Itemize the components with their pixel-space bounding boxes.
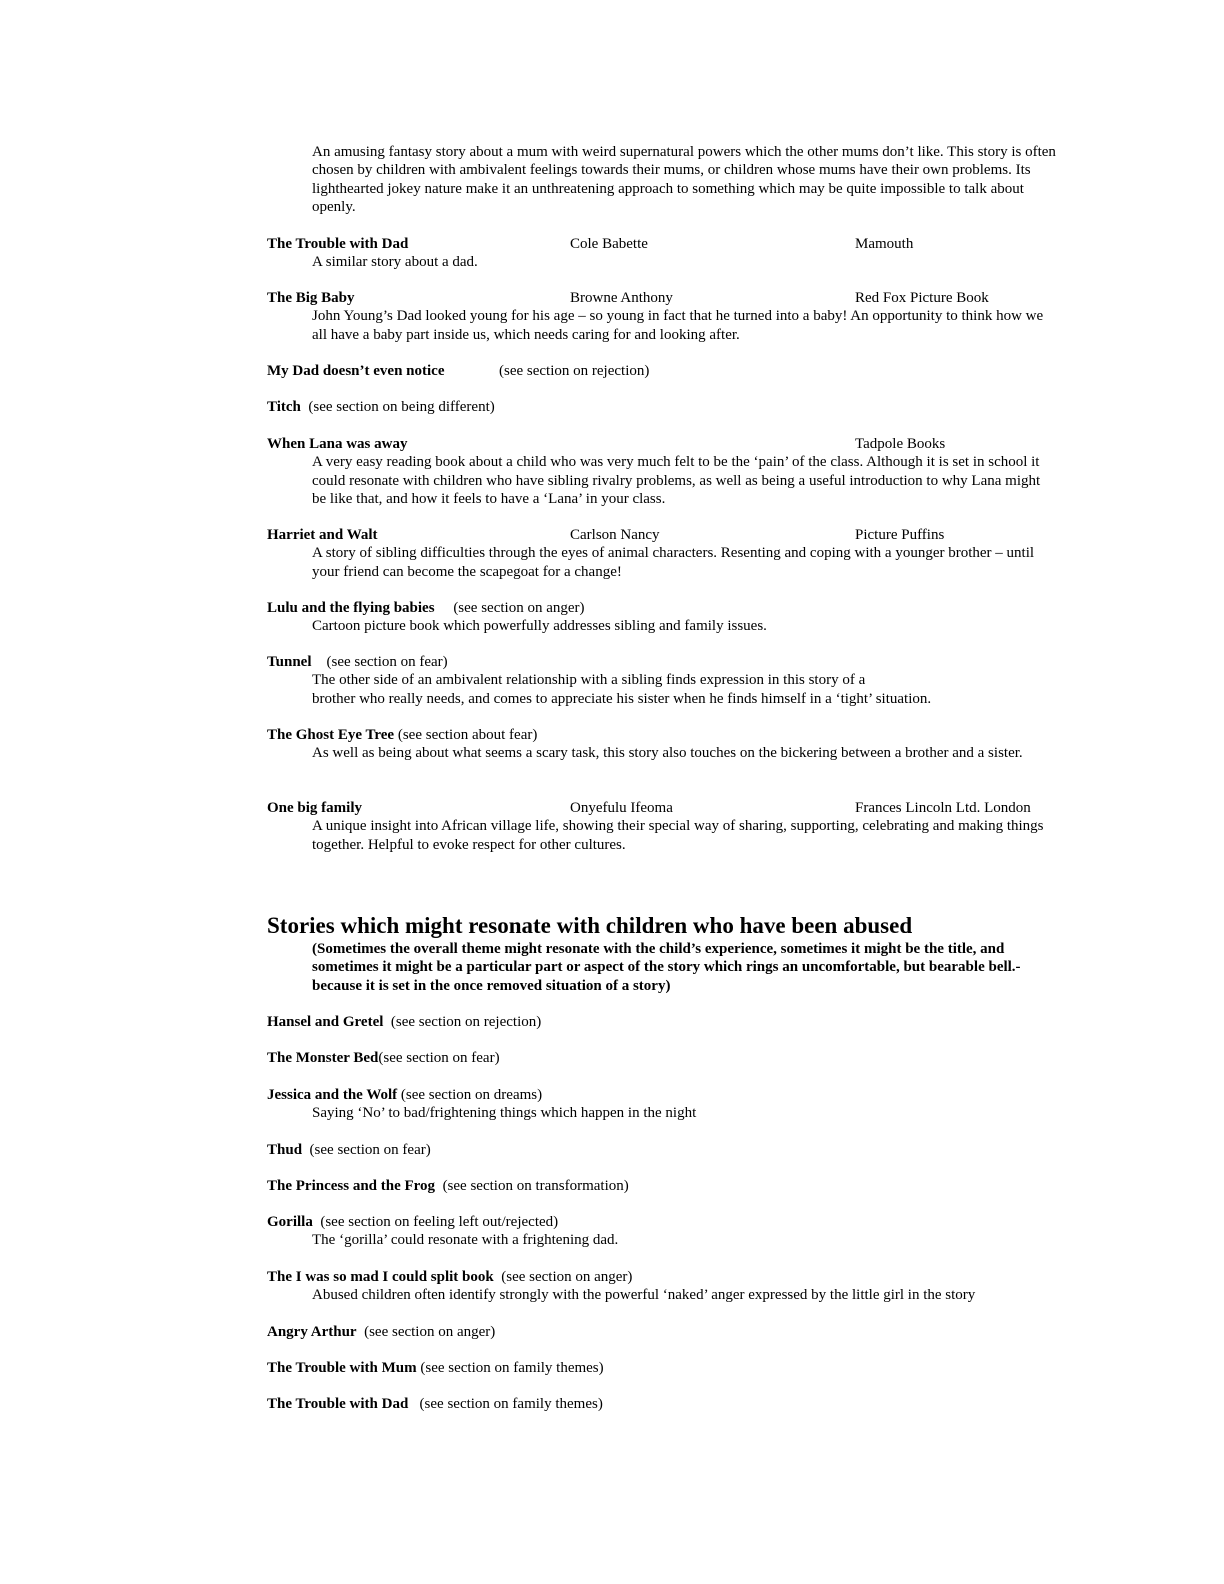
book-entry (267, 362, 1057, 380)
book-author: Cole Babette (570, 236, 648, 252)
book-entry (267, 289, 1057, 344)
book-author: Carlson Nancy (570, 527, 660, 543)
book-title: My Dad doesn’t even notice (267, 363, 445, 379)
book-publisher: Tadpole Books (855, 436, 946, 452)
cross-reference-note: (see section on anger) (453, 600, 585, 616)
book-title: The Big Baby (267, 290, 355, 306)
entry-header (267, 435, 1057, 453)
book-title: Gorilla (267, 1214, 313, 1230)
book-title: Harriet and Walt (267, 527, 378, 543)
entry-header (267, 289, 1057, 307)
cross-reference-note: (see section on anger) (501, 1269, 633, 1285)
book-description: A very easy reading book about a child who was very much felt to be the ‘pain’ of the class. Although it is set in school it could resonate with children who have sibling rivalry problems, as well as being a useful introduction to why Lana might be like that, and how it feels to have a ‘Lana’ in your class. (312, 454, 1041, 507)
book-entry (267, 1359, 1057, 1377)
book-title: Hansel and Gretel (267, 1014, 384, 1030)
entry-header (267, 362, 1057, 380)
book-title: The Trouble with Dad (267, 1396, 409, 1412)
book-entry (267, 1268, 1057, 1305)
book-publisher: Picture Puffins (855, 527, 945, 543)
cross-reference-note: (see section on fear) (326, 654, 448, 670)
cross-reference-note: (see section on dreams) (400, 1087, 543, 1103)
book-title: Tunnel (267, 654, 312, 670)
book-title: The Trouble with Mum (267, 1360, 417, 1376)
book-entry (267, 599, 1057, 636)
book-publisher: Mamouth (855, 236, 914, 252)
entry-header (267, 235, 1057, 253)
book-author: Browne Anthony (570, 290, 673, 306)
cross-reference-note: (see section on family themes) (420, 1360, 604, 1376)
book-entry (267, 1395, 1057, 1413)
cross-reference-note: (see section on fear) (309, 1142, 431, 1158)
book-title: When Lana was away (267, 436, 408, 452)
cross-reference-note: (see section on fear) (378, 1050, 500, 1066)
cross-reference-note: (see section on being different) (308, 399, 495, 415)
entry-header (267, 526, 1057, 544)
book-description: A unique insight into African village life, showing their special way of sharing, supporting, celebrating and making things together. Helpful to evoke respect for other cultures. (312, 818, 1044, 853)
entry-header (267, 726, 1057, 744)
book-description: The ‘gorilla’ could resonate with a frightening dad. (312, 1232, 619, 1249)
cross-reference-note: (see section on rejection) (390, 1014, 542, 1030)
book-description: Abused children often identify strongly with the powerful ‘naked’ anger expressed by the little girl in the story (312, 1287, 976, 1304)
entry-header (267, 599, 1057, 617)
book-title: The Trouble with Dad (267, 236, 409, 252)
book-description: Saying ‘No’ to bad/frightening things which happen in the night (312, 1105, 697, 1122)
book-entry (267, 1086, 1057, 1123)
section-subnote: (Sometimes the overall theme might resonate with the child’s experience, sometimes it might be the title, and sometimes it might be a particular part or aspect of the story which rings an uncomfortable, but bearable bell.- because it is set in the once removed situation of a story) (312, 941, 1021, 994)
book-description-line: brother who really needs, and comes to appreciate his sister when he finds himself in a ‘tight’ situation. (312, 690, 932, 707)
book-entry (267, 653, 1057, 708)
book-title: The Ghost Eye Tree (267, 727, 395, 743)
intro-paragraph (312, 143, 1057, 216)
book-entry (267, 1323, 1057, 1341)
book-title: Angry Arthur (267, 1324, 357, 1340)
book-title: Thud (267, 1142, 303, 1158)
book-entry (267, 1049, 1057, 1067)
book-publisher: Frances Lincoln Ltd. London (855, 800, 1031, 816)
book-title: Jessica and the Wolf (267, 1087, 398, 1103)
cross-reference-note: (see section on feeling left out/rejected) (320, 1214, 559, 1230)
book-entry (267, 1141, 1057, 1159)
book-description: John Young’s Dad looked young for his age – so young in fact that he turned into a baby! An opportunity to think how we all have a baby part inside us, which needs caring for and looking after. (312, 308, 1044, 343)
book-entry (267, 799, 1057, 854)
book-entry (267, 726, 1057, 763)
cross-reference-note: (see section about fear) (397, 727, 538, 743)
book-entry (267, 526, 1057, 581)
entry-header (267, 398, 1057, 416)
cross-reference-note: (see section on rejection) (499, 363, 650, 379)
book-title: Lulu and the flying babies (267, 600, 435, 616)
entry-header (267, 799, 1057, 817)
book-entry (267, 398, 1057, 416)
cross-reference-note: (see section on family themes) (419, 1396, 603, 1412)
book-entry (267, 1213, 1057, 1250)
section-heading: Stories which might resonate with children who have been abused (267, 913, 913, 938)
book-description: As well as being about what seems a scary task, this story also touches on the bickering between a brother and a sister. (312, 745, 1023, 762)
book-entry (267, 1013, 1057, 1031)
book-title: One big family (267, 800, 363, 816)
book-entry (267, 1177, 1057, 1195)
book-description: Cartoon picture book which powerfully addresses sibling and family issues. (312, 618, 767, 635)
book-title: The Monster Bed (267, 1050, 379, 1066)
book-entry (267, 435, 1057, 508)
intro-text: An amusing fantasy story about a mum with weird supernatural powers which the other mums don’t like. This story is often chosen by children with ambivalent feelings towards their mums, or children whose mums have their own problems. Its lighthearted jokey nature make it an unthreatening approach to something which may be quite impossible to talk about openly. (312, 144, 1056, 215)
cross-reference-note: (see section on transformation) (442, 1178, 629, 1194)
entry-header (267, 653, 1057, 671)
book-description: A story of sibling difficulties through the eyes of animal characters. Resenting and coping with a younger brother – until your friend can become the scapegoat for a change! (312, 545, 1035, 580)
book-description-line: The other side of an ambivalent relationship with a sibling finds expression in this story of a (312, 672, 866, 689)
book-title: The I was so mad I could split book (267, 1269, 494, 1285)
book-publisher: Red Fox Picture Book (855, 290, 989, 306)
book-title: Titch (267, 399, 301, 415)
book-description: A similar story about a dad. (312, 254, 478, 271)
book-entry (267, 235, 1057, 272)
cross-reference-note: (see section on anger) (364, 1324, 496, 1340)
book-title: The Princess and the Frog (267, 1178, 436, 1194)
book-author: Onyefulu Ifeoma (570, 800, 673, 816)
